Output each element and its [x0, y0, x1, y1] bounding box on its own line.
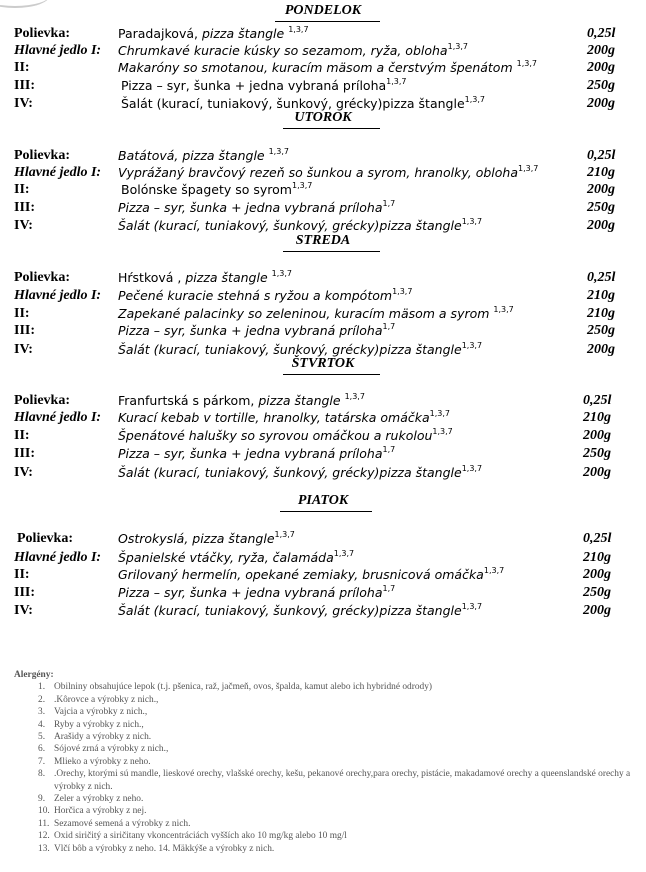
day-title: ŠTVRTOK — [291, 356, 355, 371]
day-underline — [283, 251, 380, 252]
portion-amount: 200g — [587, 96, 615, 111]
allergen-number: 7. — [38, 756, 46, 767]
allergen-number: 12. — [38, 831, 50, 842]
allergen-codes: 1,3,7 — [268, 147, 289, 156]
course-label: II: — [14, 306, 30, 321]
allergen-number: 4. — [38, 719, 46, 730]
menu-row — [0, 445, 646, 463]
dish-text-italic: Španielské vtáčky, ryža, čalamáda — [118, 550, 334, 565]
dish-name — [118, 392, 365, 410]
dish-name — [118, 602, 482, 620]
portion-amount: 250g — [587, 323, 615, 338]
dish-text-italic: Šalát (kurací, tuniakový, šunkový, grécky)pizza štangle — [118, 218, 462, 233]
course-label: Polievka: — [14, 148, 70, 163]
course-label: III: — [14, 446, 36, 461]
allergen-text: Arašidy a výrobky z nich. — [54, 732, 152, 743]
course-label: IV: — [14, 342, 33, 357]
allergen-codes: 1,7 — [382, 322, 396, 331]
portion-amount: 200g — [587, 43, 615, 58]
course-label: Polievka: — [14, 270, 70, 285]
day-title: PONDELOK — [284, 3, 362, 18]
portion-amount: 0,25l — [587, 148, 616, 163]
allergen-item — [14, 694, 634, 706]
menu-row — [0, 269, 646, 287]
allergen-text: .Orechy, ktorými sú mandle, lieskové orechy, vlašské orechy, kešu, pekanové orechy,para orechy, pistácie, makadamové orechy a queenslandské orechy a výrobky z nich. — [54, 769, 631, 792]
day-underline — [283, 128, 380, 129]
menu-row — [0, 147, 646, 165]
dish-text-italic: Šalát (kurací, tuniakový, šunkový, grécky)pizza štangle — [118, 465, 462, 480]
allergen-number: 10. — [38, 806, 50, 817]
allergen-codes: 1,7 — [382, 584, 396, 593]
dish-name — [118, 305, 514, 323]
allergen-list — [14, 669, 634, 855]
allergen-number: 9. — [38, 794, 46, 805]
allergen-title: Alergény: — [14, 670, 54, 680]
dish-name — [118, 584, 395, 602]
course-label: IV: — [14, 96, 33, 111]
dish-name — [118, 269, 292, 287]
allergen-number: 11. — [38, 818, 50, 829]
day-title: STREDA — [295, 233, 351, 248]
day-underline — [280, 511, 372, 512]
dish-text-italic: Pizza – syr, šunka + jedna vybraná príloha — [118, 323, 383, 338]
dish-name — [118, 409, 450, 427]
portion-amount: 200g — [587, 60, 615, 75]
portion-amount: 0,25l — [587, 26, 616, 41]
menu-row — [0, 392, 646, 410]
allergen-codes: 1,3,7 — [432, 427, 453, 436]
menu-row — [0, 25, 646, 43]
course-label: Polievka: — [14, 26, 70, 41]
allergen-codes: 1,3,7 — [288, 25, 309, 34]
menu-row — [0, 42, 646, 60]
dish-name — [121, 77, 407, 95]
dish-name — [118, 59, 537, 77]
allergen-item — [14, 743, 634, 755]
course-label: III: — [14, 200, 36, 215]
allergen-text: Obilniny obsahujúce lepok (t.j. pšenica, raž, jačmeň, ovos, špalda, kamut alebo ich hybridné odrody) — [54, 682, 433, 693]
course-label: Polievka: — [17, 531, 73, 546]
dish-name — [118, 445, 395, 463]
dish-name — [118, 199, 395, 217]
dish-name — [118, 287, 412, 305]
portion-amount: 210g — [583, 410, 611, 425]
portion-amount: 0,25l — [583, 531, 612, 546]
dish-text-italic: Zapekané palacinky so zeleninou, kuracím mäsom a syrom — [118, 306, 494, 321]
allergen-text: Ryby a výrobky z nich., — [54, 719, 144, 730]
portion-amount: 0,25l — [583, 393, 612, 408]
allergen-number: 2. — [38, 694, 46, 705]
portion-amount: 200g — [587, 218, 615, 233]
allergen-item — [14, 719, 634, 731]
dish-text-italic: Batátová, pizza štangle — [118, 148, 269, 163]
portion-amount: 200g — [583, 465, 611, 480]
menu-row — [0, 530, 646, 548]
portion-amount: 250g — [587, 78, 615, 93]
menu-row — [0, 77, 646, 95]
portion-amount: 200g — [587, 342, 615, 357]
course-label: II: — [14, 428, 30, 443]
allergen-codes: 1,3,7 — [461, 341, 483, 350]
dish-text-italic: Ostrokyslá, pizza štangle — [118, 531, 275, 546]
menu-row — [0, 602, 646, 620]
allergen-text: .Kôrovce a výrobky z nich., — [54, 694, 159, 705]
menu-row — [0, 164, 646, 182]
allergen-item — [14, 843, 634, 855]
allergen-number: 13. — [38, 843, 50, 854]
allergen-number: 5. — [38, 732, 46, 743]
dish-text-italic: pizza štangle — [258, 393, 345, 408]
dish-text-italic: Vyprážaný bravčový rezeň so šunkou a syrom, hranolky, obloha — [118, 165, 518, 180]
allergen-text: Vajcia a výrobky z nich., — [54, 707, 148, 718]
course-label: III: — [14, 323, 36, 338]
dish-text: Franfurtská s párkom, — [118, 393, 259, 408]
menu-row — [0, 59, 646, 77]
portion-amount: 250g — [583, 585, 611, 600]
allergen-item — [14, 793, 634, 805]
allergen-codes: 1,7 — [382, 445, 396, 454]
allergen-codes: 1,3,7 — [464, 95, 485, 104]
dish-name — [118, 549, 354, 567]
allergen-number: 6. — [38, 744, 46, 755]
course-label: Hlavné jedlo I: — [14, 550, 102, 565]
allergen-text: Sezamové semená a výrobky z nich. — [54, 818, 191, 829]
dish-text-italic: Pečené kuracie stehná s ryžou a kompótom — [118, 288, 393, 303]
dish-text-italic: Šalát (kurací, tuniakový, šunkový, grécky)pizza štangle — [118, 603, 462, 618]
dish-text-italic: Pizza – syr, šunka + jedna vybraná príloha — [118, 585, 383, 600]
portion-amount: 210g — [587, 165, 615, 180]
dish-text-italic: Chrumkavé kuracie kúsky so sezamom, ryža, obloha — [118, 43, 448, 58]
portion-amount: 200g — [583, 603, 611, 618]
portion-amount: 210g — [583, 550, 611, 565]
allergen-codes: 1,3,7 — [461, 464, 483, 473]
allergen-text: Oxid siričitý a siričitany vkoncentráciách vyšších ako 10 mg/kg alebo 10 mg/l — [54, 831, 347, 842]
dish-name — [118, 530, 295, 548]
menu-row — [0, 199, 646, 217]
course-label: III: — [14, 78, 36, 93]
allergen-codes: 1,3,7 — [344, 392, 365, 401]
course-label: IV: — [14, 218, 33, 233]
course-label: Polievka: — [14, 393, 70, 408]
menu-row — [0, 181, 646, 199]
dish-text: Paradajková, — [118, 26, 202, 41]
allergen-text: Mlieko a výrobky z neho. — [54, 756, 151, 767]
allergen-item — [14, 830, 634, 842]
allergen-codes: 1,3,7 — [516, 59, 537, 68]
menu-row — [0, 427, 646, 445]
dish-name — [118, 566, 504, 584]
dish-text: Hŕstková , — [118, 270, 186, 285]
dish-name — [118, 147, 289, 165]
allergen-codes: 1,3,7 — [291, 181, 313, 190]
course-label: IV: — [14, 465, 33, 480]
day-underline — [283, 374, 380, 375]
menu-row — [0, 549, 646, 567]
course-label: IV: — [14, 603, 33, 618]
allergen-codes: 1,3,7 — [461, 602, 483, 611]
dish-name — [118, 464, 482, 482]
dish-text-italic: pizza štangle — [185, 270, 272, 285]
allergen-codes: 1,3,7 — [271, 269, 292, 278]
portion-amount: 200g — [583, 428, 611, 443]
course-label: II: — [14, 60, 30, 75]
day-title: UTOROK — [294, 110, 352, 125]
dish-name — [118, 322, 395, 340]
allergen-item — [14, 768, 634, 793]
dish-name — [121, 181, 312, 199]
allergen-item — [14, 731, 634, 743]
allergen-item — [14, 805, 634, 817]
portion-amount: 0,25l — [587, 270, 616, 285]
dish-text-italic: Šalát (kurací, tuniakový, šunkový, grécky)pizza štangle — [118, 342, 462, 357]
menu-row — [0, 409, 646, 427]
allergen-text: Horčica a výrobky z nej. — [54, 806, 147, 817]
allergen-codes: 1,3,7 — [392, 287, 413, 296]
allergen-item — [14, 681, 634, 693]
course-label: III: — [14, 585, 36, 600]
dish-name — [118, 427, 453, 445]
dish-text-italic: Kurací kebab v tortille, hranolky, tatárska omáčka — [118, 410, 430, 425]
allergen-item — [14, 756, 634, 768]
allergen-codes: 1,3,7 — [483, 566, 505, 575]
course-label: Hlavné jedlo I: — [14, 288, 102, 303]
allergen-number: 8. — [38, 769, 46, 780]
course-label: Hlavné jedlo I: — [14, 410, 102, 425]
allergen-codes: 1,3,7 — [274, 530, 295, 539]
day-underline — [275, 21, 380, 22]
dish-text: Pizza – syr, šunka + jedna vybraná príloha — [121, 78, 387, 93]
allergen-item — [14, 818, 634, 830]
menu-row — [0, 305, 646, 323]
dish-text-italic: Špenátové halušky so syrovou omáčkou a rukolou — [118, 428, 433, 443]
course-label: Hlavné jedlo I: — [14, 165, 102, 180]
portion-amount: 210g — [587, 306, 615, 321]
dish-text-italic: Pizza – syr, šunka + jedna vybraná príloha — [118, 200, 383, 215]
portion-amount: 200g — [583, 567, 611, 582]
allergen-codes: 1,3,7 — [429, 409, 450, 418]
allergen-codes: 1,3,7 — [386, 77, 407, 86]
dish-text-italic: Grilovaný hermelín, opekané zemiaky, brusnicová omáčka — [118, 567, 484, 582]
portion-amount: 210g — [587, 288, 615, 303]
dish-name — [118, 25, 309, 43]
course-label: II: — [14, 182, 30, 197]
dish-name — [118, 164, 538, 182]
course-label: II: — [14, 567, 30, 582]
allergen-codes: 1,7 — [382, 199, 396, 208]
allergen-number: 1. — [38, 682, 46, 693]
menu-row — [0, 566, 646, 584]
portion-amount: 200g — [587, 182, 615, 197]
allergen-codes: 1,3,7 — [493, 305, 514, 314]
dish-text-italic: pizza štangle — [201, 26, 289, 41]
allergen-codes: 1,3,7 — [517, 164, 539, 173]
allergen-item — [14, 706, 634, 718]
allergen-codes: 1,3,7 — [333, 549, 355, 558]
portion-amount: 250g — [587, 200, 615, 215]
menu-row — [0, 287, 646, 305]
allergen-number: 3. — [38, 707, 46, 718]
dish-text-italic: Makaróny so smotanou, kuracím mäsom a čerstvým špenátom — [118, 60, 517, 75]
allergen-text: Zeler a výrobky z neho. — [54, 794, 144, 805]
menu-row — [0, 464, 646, 482]
allergen-codes: 1,3,7 — [447, 42, 468, 51]
menu-row — [0, 322, 646, 340]
allergen-codes: 1,3,7 — [461, 217, 483, 226]
allergen-text: Vlčí bôb a výrobky z neho. 14. Mäkkýše a výrobky z nich. — [54, 843, 275, 854]
dish-text-italic: Pizza – syr, šunka + jedna vybraná príloha — [118, 446, 383, 461]
menu-row — [0, 584, 646, 602]
allergen-text: Sójové zrná a výrobky z nich., — [54, 744, 169, 755]
course-label: Hlavné jedlo I: — [14, 43, 102, 58]
day-title: PIATOK — [297, 493, 349, 508]
dish-name — [118, 42, 468, 60]
dish-text: Bolónske špagety so syrom — [121, 182, 292, 197]
dish-text: Šalát (kurací, tuniakový, šunkový, grécky)pizza štangle — [121, 96, 465, 111]
portion-amount: 250g — [583, 446, 611, 461]
